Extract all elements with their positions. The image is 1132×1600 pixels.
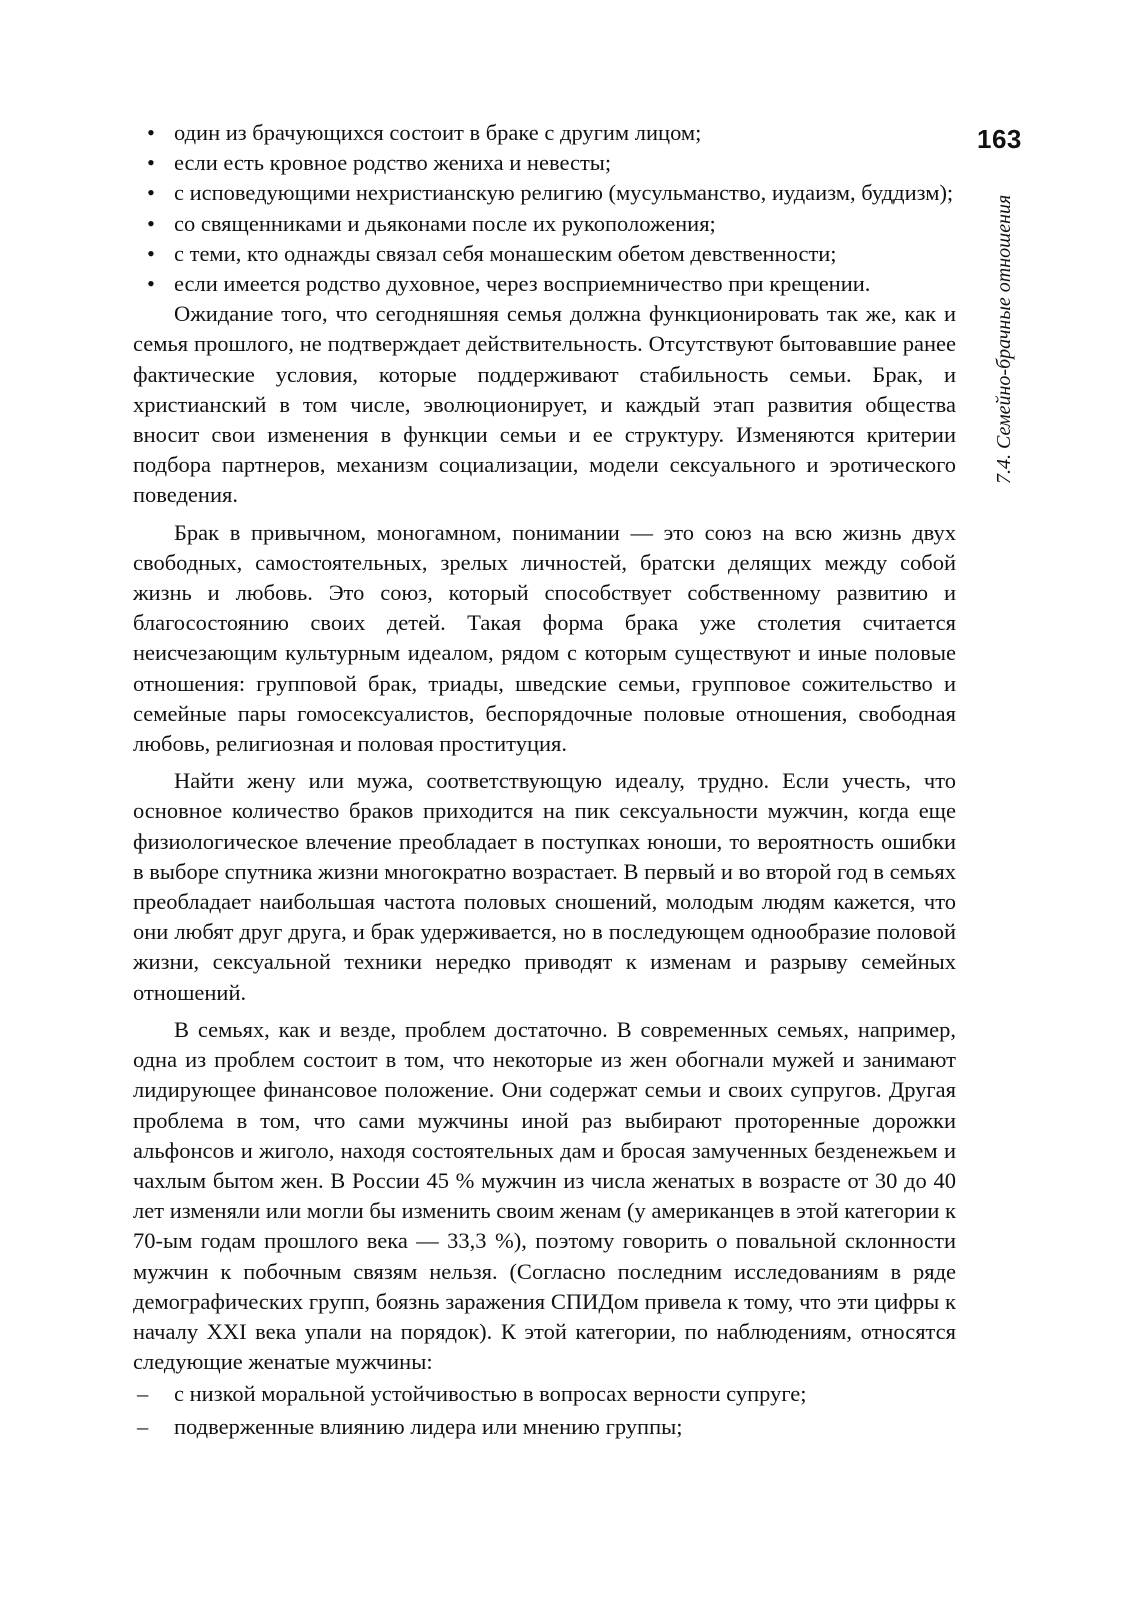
list-item: • с теми, кто однажды связал себя монашеским обетом девственности; bbox=[133, 239, 956, 269]
list-item: • если имеется родство духовное, через восприемничество при крещении. bbox=[133, 269, 956, 299]
list-item: • один из брачующихся состоит в браке с другим лицом; bbox=[133, 118, 956, 148]
list-item: – подверженные влиянию лидера или мнению группы; bbox=[133, 1412, 956, 1442]
paragraph: Брак в привычном, моногамном, понимании — это союз на всю жизнь двух свободных, самостоятельных, зрелых личностей, братски делящих между собой жизнь и любовь. Это союз, который способствует собственному развитию и благосостоянию своих детей. Такая форма брака уже столетия считается неисчезающим культурным идеалом, рядом с которым существуют и иные половые отношения: групповой брак, триады, шведские семьи, групповое сожительство и семейные пары гомосексуалистов, беспорядочные половые отношения, свободная любовь, религиозная и половая проституция. bbox=[133, 519, 956, 757]
page-body bbox=[133, 118, 956, 1442]
list-item: • с исповедующими нехристианскую религию (мусульманство, иудаизм, буддизм); bbox=[133, 178, 956, 208]
list-item: • со священниками и дьяконами после их рукоположения; bbox=[133, 209, 956, 239]
bullet-list bbox=[133, 118, 956, 299]
paragraph: В семьях, как и везде, проблем достаточно. В современных семьях, например, одна из проблем состоит в том, что некоторые из жен обогнали мужей и занимают лидирующее финансовое положение. Они содержат семьи и своих супругов. Другая проблема в том, что сами мужчины иной раз выбирают проторенные дорожки альфонсов и жиголо, находя состоятельных дам и бросая замученных безденежьем и чахлым бытом жен. В России 45 % мужчин из числа женатых в возрасте от 30 до 40 лет изменяли или могли бы изменить своим женам (у американцев в этой категории к 70-ым годам прошлого века — 33,3 %), поэтому говорить о повальной склонности мужчин к побочным связям нельзя. (Согласно последним исследованиям в ряде демографических групп, боязнь заражения СПИДом привела к тому, что эти цифры к началу XXI века упали на порядок). К этой категории, по наблюдениям, относятся следующие женатые мужчины: bbox=[133, 1016, 956, 1375]
list-item: – с низкой моральной устойчивостью в вопросах верности супруге; bbox=[133, 1379, 956, 1409]
list-item: • если есть кровное родство жениха и невесты; bbox=[133, 148, 956, 178]
paragraph: Найти жену или мужа, соответствующую идеалу, трудно. Если учесть, что основное количество браков приходится на пик сексуальности мужчин, когда еще физиологическое влечение преобладает в поступках юноши, то вероятность ошибки в выборе спутника жизни многократно возрастает. В первый и во второй год в семьях преобладает наибольшая частота половых сношений, молодым людям кажется, что они любят друг друга, и брак удерживается, но в последующем однообразие половой жизни, сексуальной техники нередко приводят к изменам и разрыву семейных отношений. bbox=[133, 768, 956, 1005]
dash-list bbox=[133, 1379, 956, 1441]
running-head: 7.4. Семейно-брачные отношения bbox=[993, 194, 1015, 484]
page-number: 163 bbox=[977, 124, 1022, 154]
paragraph: Ожидание того, что сегодняшняя семья должна функционировать так же, как и семья прошлого, не подтверждает действительность. Отсутствуют бытовавшие ранее фактические условия, которые поддерживают стабильность семьи. Брак, и христианский в том числе, эволюционирует, и каждый этап развития общества вносит свои изменения в функции семьи и ее структуру. Изменяются критерии подбора партнеров, механизм социализации, модели сексуального и эротического поведения. bbox=[133, 301, 956, 508]
